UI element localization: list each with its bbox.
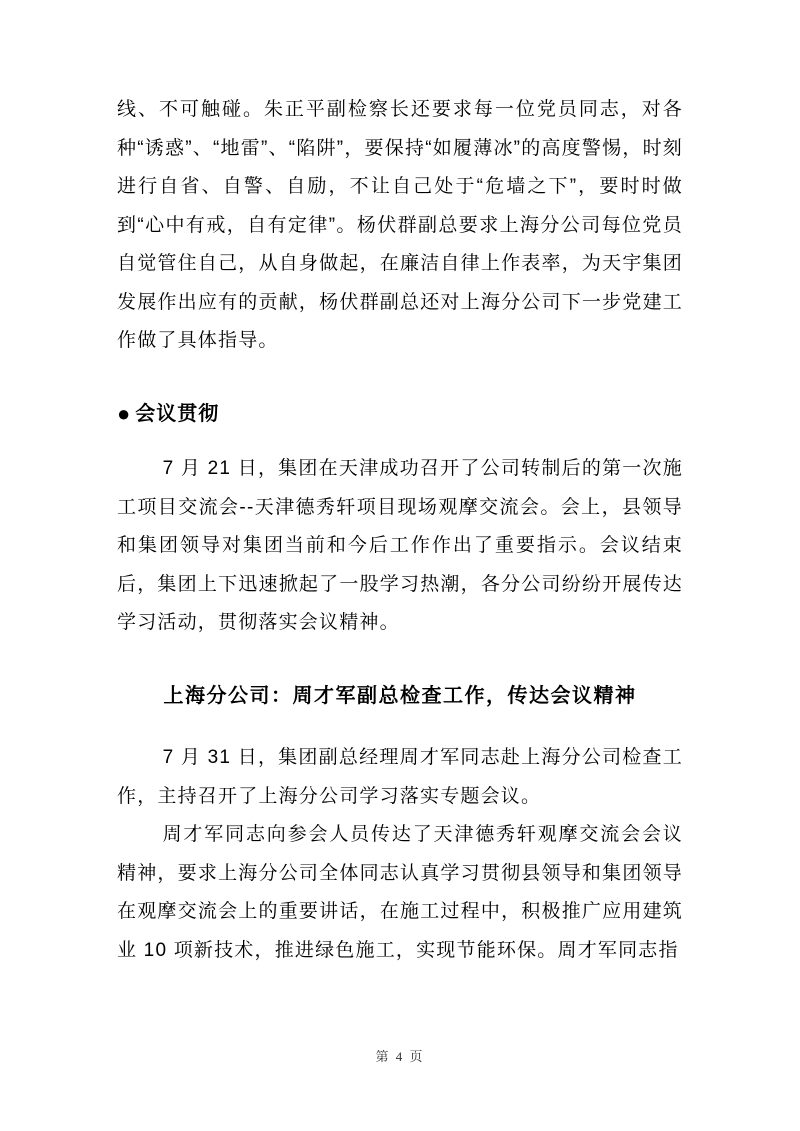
bullet-icon: ● [117,400,132,426]
section-heading [117,395,683,434]
body-paragraph: 7 月 31 日，集团副总经理周才军同志赴上海分公司检查工作，主持召开了上海分公司学习落实专题会议。 [117,747,683,807]
subsection-heading: 上海分公司：周才军副总检查工作，传达会议精神 [163,684,637,707]
body-paragraph: 7 月 21 日，集团在天津成功召开了公司转制后的第一次施工项目交流会--天津德秀轩项目现场观摩交流会。会上，县领导和集团领导对集团当前和今后工作作出了重要指示。会议结束后，集团上下迅速掀起了一股学习热潮，各分公司纷纷开展传达学习活动，贯彻落实会议精神。 [117,458,683,633]
section-heading-label: 会议贯彻 [135,402,220,425]
body-paragraph-continuation: 线、不可触碰。朱正平副检察长还要求每一位党员同志，对各种“诱惑”、“地雷”、“陷阱”，要保持“如履薄冰”的高度警惕，时刻进行自省、自警、自励，不让自己处于“危墙之下”，要时时做到“心中有戒，自有定律”。杨伏群副总要求上海分公司每位党员自觉管住自己，从自身做起，在廉洁自律上作表率，为天宇集团发展作出应有的贡献，杨伏群副总还对上海分公司下一步党建工作做了具体指导。 [117,99,683,351]
page-number: 第 4 页 [375,1049,425,1064]
body-paragraph: 周才军同志向参会人员传达了天津德秀轩观摩交流会会议精神，要求上海分公司全体同志认真学习贯彻县领导和集团领导在观摩交流会上的重要讲话，在施工过程中，积极推广应用建筑业 10 项新技术，推进绿色施工，实现节能环保。周才军同志指 [117,824,683,961]
page-footer [0,1046,800,1065]
